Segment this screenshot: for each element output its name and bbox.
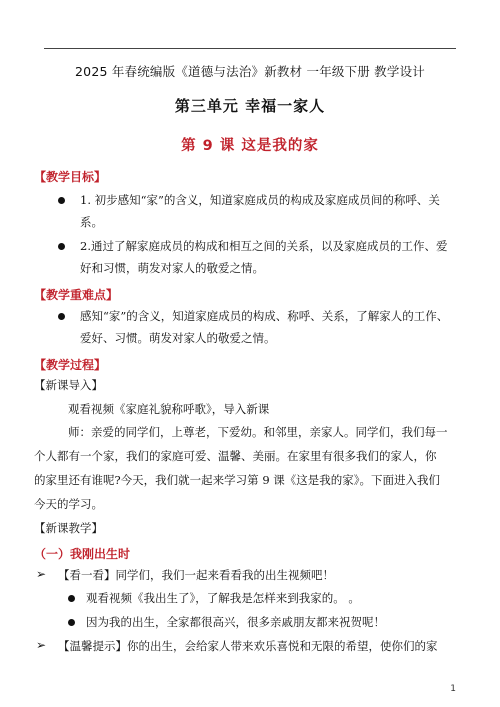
goal-item-1-line-1: 1. 初步感知“家”的含义，知道家庭成员的构成及家庭成员间的称呼、关 <box>80 193 440 207</box>
new-lesson-label: 【新课教学】 <box>34 521 103 535</box>
section-heading-key-points: 【教学重难点】 <box>34 288 119 302</box>
teacher-line-1: 师：亲爱的同学们，上尊老，下爱幼。和邻里，亲家人。同学们，我们每一 <box>68 425 448 439</box>
intro-line: 观看视频《家庭礼貌称呼歌》，导入新课 <box>68 402 270 416</box>
document-header: 2025 年春统编版《道德与法治》新教材 一年级下册 教学设计 <box>75 64 425 79</box>
tip-line: 【温馨提示】你的出生，会给家人带来欢乐喜悦和无限的希望，使你们的家 <box>58 639 438 653</box>
header-rule <box>44 48 456 49</box>
unit-title: 第三单元 幸福一家人 <box>174 97 326 115</box>
watch-line: 【看一看】同学们，我们一起来看看我的出生视频吧！ <box>58 568 334 582</box>
bullet-dot-icon <box>58 313 65 320</box>
bullet-dot-icon <box>58 243 65 250</box>
section-heading-goals: 【教学目标】 <box>34 170 107 184</box>
intro-label: 【新课导入】 <box>34 378 103 392</box>
bullet-dot-icon <box>68 619 75 626</box>
goal-item-2-line-1: 2.通过了解家庭成员的构成和相互之间的关系，以及家庭成员的工作、爱 <box>80 239 448 253</box>
teacher-line-4: 今天的学习。 <box>34 497 103 511</box>
teacher-line-3: 的家里还有谁呢?今天，我们就一起来学习第 9 课《这是我的家》。下面进入我们 <box>34 473 441 487</box>
teacher-line-2: 个人都有一个家，我们的家庭可爱、温馨、美丽。在家里有很多我们的家人，你 <box>34 449 437 463</box>
key-point-line-1: 感知“家”的含义，知道家庭成员的构成、称呼、关系，了解家人的工作、 <box>80 309 449 323</box>
section-heading-process: 【教学过程】 <box>34 358 107 372</box>
bullet-dot-icon <box>58 197 65 204</box>
arrow-right-icon: ➢ <box>36 638 47 652</box>
goal-item-2-line-2: 好和习惯，萌发对家人的敬爱之情。 <box>80 261 264 275</box>
key-point-line-2: 爱好、习惯。萌发对家人的敬爱之情。 <box>80 331 276 345</box>
part-one-heading: （一）我刚出生时 <box>34 547 131 561</box>
lesson-title: 第 9 课 这是我的家 <box>181 138 319 154</box>
goal-item-1-line-2: 系。 <box>80 215 103 229</box>
page-number: 1 <box>450 684 456 694</box>
watch-item-2: 因为我的出生，全家都很高兴，很多亲戚朋友都来祝贺呢！ <box>86 615 385 629</box>
watch-item-1: 观看视频《我出生了》，了解我是怎样来到我家的。 。 <box>86 591 360 605</box>
arrow-right-icon: ➢ <box>36 567 47 581</box>
bullet-dot-icon <box>68 595 75 602</box>
